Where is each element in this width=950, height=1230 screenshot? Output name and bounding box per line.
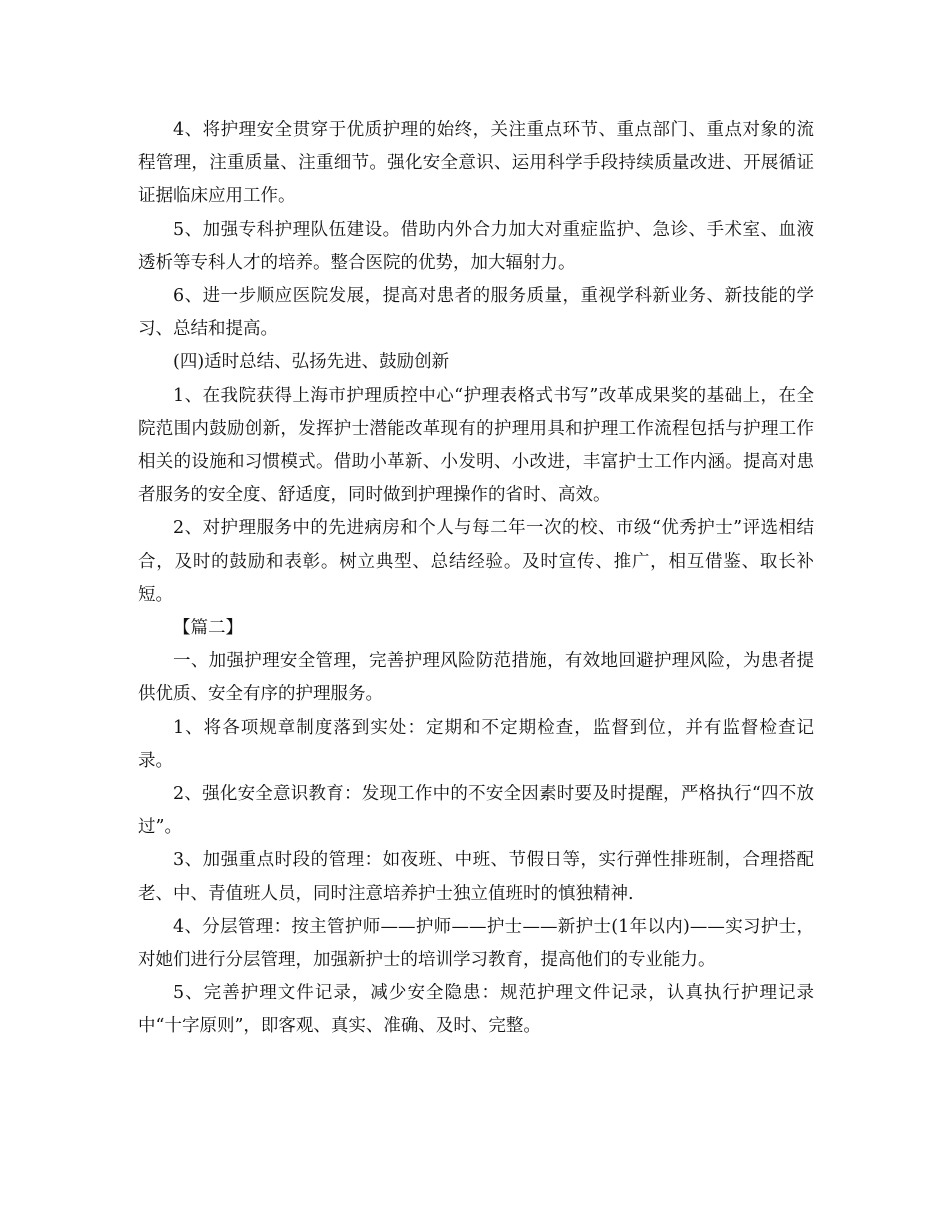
paragraph-5-records: 5、完善护理文件记录，减少安全隐患：规范护理文件记录，认真执行护理记录中“十字原则”，即客观、真实、准确、及时、完整。 — [138, 983, 814, 1037]
paragraph-4-tiered: 4、分层管理：按主管护师——护师——护士——新护士(1年以内)——实习护士，对她们进行分层管理，加强新护士的培训学习教育，提高他们的专业能力。 — [138, 916, 814, 971]
paragraph-1-rules: 1、将各项规章制度落到实处：定期和不定期检查，监督到位，并有监督检查记录。 — [138, 717, 814, 771]
paragraph-3-key-periods: 3、加强重点时段的管理：如夜班、中班、节假日等，实行弹性排班制，合理搭配老、中、青值班人员，同时注意培养护士独立值班时的慎独精神. — [138, 850, 814, 904]
section-one-heading: 一、加强护理安全管理，完善护理风险防范措施，有效地回避护理风险，为患者提供优质、安全有序的护理服务。 — [138, 651, 814, 705]
document-page — [138, 114, 814, 1044]
paragraph-4-safety: 4、将护理安全贯穿于优质护理的始终，关注重点环节、重点部门、重点对象的流程管理，注重质量、注重细节。强化安全意识、运用科学手段持续质量改进、开展循证证据临床应用工作。 — [138, 120, 814, 207]
paragraph-2-awareness: 2、强化安全意识教育：发现工作中的不安全因素时要及时提醒，严格执行“四不放过”。 — [138, 784, 814, 838]
section-heading-4: (四)适时总结、弘扬先进、鼓励创新 — [173, 352, 450, 373]
paragraph-6-development: 6、进一步顺应医院发展，提高对患者的服务质量，重视学科新业务、新技能的学习、总结和提高。 — [138, 286, 814, 340]
part-two-heading: 【篇二】 — [173, 618, 243, 639]
paragraph-5-specialty: 5、加强专科护理队伍建设。借助内外合力加大对重症监护、急诊、手术室、血液透析等专科人才的培养。整合医院的优势，加大辐射力。 — [138, 219, 814, 273]
paragraph-1-innovation: 1、在我院获得上海市护理质控中心“护理表格式书写”改革成果奖的基础上，在全院范围内鼓励创新，发挥护士潜能改革现有的护理用具和护理工作流程包括与护理工作相关的设施和习惯模式。借助小革新、小发明、小改进，丰富护士工作内涵。提高对患者服务的安全度、舒适度，同时做到护理操作的省时、高效。 — [138, 385, 814, 506]
paragraph-2-commendation: 2、对护理服务中的先进病房和个人与每二年一次的校、市级“优秀护士”评选相结合，及时的鼓励和表彰。树立典型、总结经验。及时宣传、推广，相互借鉴、取长补短。 — [138, 518, 814, 605]
